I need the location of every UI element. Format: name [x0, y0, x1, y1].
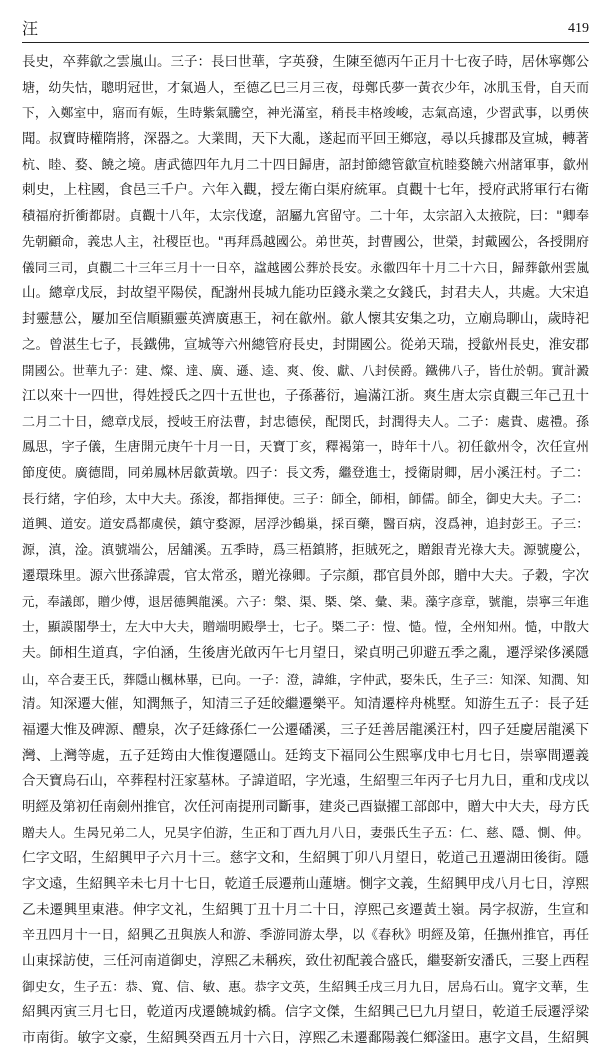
text-line: 杭、睦、婺、饒之境。唐武德四年九月二十四日歸唐，詔封節總管歙宣杭睦婺饒六州諸軍事，歙州 — [22, 157, 589, 173]
text-line: 源，滇，淦。滇號端公，居舖溪。五季時，爲三梧鎮將，拒賊死之，贈銀青光祿大夫。源號慶公， — [22, 543, 589, 559]
text-line: 鳳思，字子儀，生唐開元庚午十月一日，天寶丁亥，釋褐第一，時年十八。初任歙州令，次任宣州 — [22, 440, 589, 456]
text-line: 字文遠，生紹興辛未七月十七日，乾道壬辰遷荊山蓮塘。惻字文義，生紹興甲戌八月七日，淳熙 — [22, 876, 589, 892]
text-line: 贈夫人。生昺兄弟二人，兄昊字伯游，生正和丁酉九月八日，妻張氏生子五：仁、慈、隱、惻、伸。 — [22, 825, 589, 841]
text-line: 山東採訪使，三任河南道御史，淳熙乙未稱疾，致仕初配義合盛氏，繼娶新安潘氏，三娶上西程 — [22, 953, 589, 970]
text-line: 開國公。世華九子：建、燦、達、廣、遜、逵、爽、俊、獻、八封侯爵。鐵佛八子，皆仕於朝。實計澱 — [22, 363, 589, 379]
text-line: 長行緒，字伯珍，太中大夫。孫浚，都指揮使。三子：師全，師相，師儒。師全，御史大夫。子二： — [22, 491, 589, 507]
text-line: 遷環珠里。源六世孫諱震，官太常丞，贈光祿卿。子宗顏，郡官員外郎，贈中大夫。子穀，字次 — [22, 567, 589, 584]
text-line: 二月二十日，總章戊辰，授岐王府法曹，封忠德侯，配閔氏，封潤得夫人。二子：處貴、處禮。孫 — [22, 414, 589, 430]
text-line: 清。知深遷大催，知潤無子，知清三子廷皎繼遷樂平。知清遷梓舟桃墅。知游生五子：長子廷 — [22, 696, 589, 713]
text-line: 刺史，上柱國，食邑三千户。六年入觀，授左衛白渠府統軍。貞觀十七年，授府武將軍行右衛 — [22, 182, 589, 199]
text-line: 明經及第初任南劍州推官，次任河南提刑司斷事，建炎己酉嶽擢工部郎中，贈大中大夫，母方氏 — [22, 798, 589, 815]
text-line: 封靈慧公，屢加至信順顯靈英濟廣惠王，祠在歙州。歙人懷其安集之功，立廟烏聊山，歲時祀 — [22, 310, 589, 327]
text-line: 儀同三司，貞觀二十三年三月十一日卒，諡越國公葬於長安。永徽四年十月二十六日，歸葬歙州雲嵐 — [22, 260, 589, 276]
text-line: 元，奉議郎，贈少傅，退居德興龍溪。六子：槃、渠、槩、棨、彙、棐。藻字彦章，號龍，崇寧三年進 — [22, 594, 589, 610]
text-line: 山，卒合妻王氏，葬隱山楓林畢，已向。一子：澄，諱維，字仲武，娶朱氏，生子三：知深、知潤、知 — [22, 671, 589, 687]
page-header — [22, 14, 589, 38]
text-line: 江以來十一四世，得姓授氏之四十五世也，子孫蕃衍，遍滿江浙。爽生唐太宗貞觀三年己丑十 — [22, 387, 589, 404]
text-line: 下，入鄭室中，寤而有娠，生時紫氣騰空，神光滿室，稍長丰格竣峻，志氣高遠，少習武事，以勇俠 — [22, 106, 589, 122]
text-line: 長史，卒葬歙之雲嵐山。三子：長曰世華，字英發，生陳至德丙午正月十七夜子時，居休寧鄭公 — [22, 54, 589, 70]
body-text — [22, 50, 589, 1052]
text-line: 福遷大惟及碑源、醴泉，次子廷緣孫仁一公遷磻溪，三子廷善居龍溪汪村，四子廷慶居龍溪下 — [22, 721, 589, 738]
text-line: 節度使。廣德間，同弟鳳林居歙黃墩。四子：長文秀，繼登進士，授衛尉卿，居小溪汪村。子二： — [22, 466, 589, 481]
text-line: 積福府折衝都尉。貞觀十八年，太宗伐遼，詔屬九宮留守。二十年，太宗詔入太掖院，曰："卿奉 — [22, 209, 589, 225]
page-number: 419 — [568, 21, 589, 36]
header-title: 汪 — [22, 19, 39, 38]
text-line: 聞。叔寶時權隋將，深器之。大業間，天下大亂，遂起而平回王鄉寇，尋以兵據郡及宣城，轉著 — [22, 131, 589, 148]
text-line: 夫。師相生道真，字伯涵，生後唐光啟丙午七月望日，梁貞明己卯避五季之亂，遷浮梁侈溪隱 — [22, 644, 589, 661]
text-line: 紹興丙寅三月七日，乾道丙戌遷饒城釣橋。信字文傑，生紹興己巳九月望日，乾道壬辰遷浮梁 — [22, 1004, 589, 1021]
text-line: 先朝顧命，義忠人主，社稷臣也。"再拜爲越國公。弟世英，封曹國公，世榮，封戴國公，各授開府 — [22, 234, 589, 250]
text-line: 合天寶烏石山，卒葬程村汪家墓林。子諱道昭，字光遠，生紹聖三年丙子七月九日，重和戊戌以 — [22, 773, 589, 790]
text-line: 辛丑四月十一日，紹興乙丑與族人和游、季游同游太學，以《春秋》明經及第，任撫州推官，再任 — [22, 928, 589, 944]
text-line: 士，顯謨閣學士，左大中大夫，贈端明殿學士，七子。槩二子：愷、慥。愷，全州知州。慥，中散大 — [22, 620, 589, 636]
text-line: 仁字文昭，生紹興甲子六月十三。慈字文和，生紹興丁卯八月望日，乾道己丑遷湖田後街。隱 — [22, 850, 589, 867]
text-line: 灣、上灣等處，五子廷筠由大惟復遷隱山。廷筠支下福同公生熙寧戊申七月七日，崇寧間遷義 — [22, 747, 589, 764]
text-line: 之。曾湛生七子，長鐵佛，宣城等六州總管府長史，封開國公。從弟天瑞，授歙州長史，淮安郡 — [22, 336, 589, 353]
text-line: 塘，幼失怙，聰明冠世，才氣過人，至德乙巳三月三夜，母鄭氏夢一黃衣少年，冰肌玉骨，自天而 — [22, 80, 589, 96]
text-line: 市南街。敏字文豪，生紹興癸酉五月十六日，淳熙乙未遷鄱陽義仁鄉滏田。惠字文昌，生紹興 — [22, 1030, 589, 1047]
header-rule — [22, 42, 589, 43]
text-line: 御史女，生子五：恭、寬、信、敏、惠。恭字文英，生紹興壬戌三月九日，居烏石山。寬字文華，生 — [22, 979, 589, 995]
text-line: 道興、道安。道安爲都虞侯，鎮守婺源，居浮沙鶴巢，採百藥，醫百病，沒爲神，追封彭王。子三： — [22, 517, 589, 533]
text-line: 山。總章戊辰，封故望平陽侯，配謝州長城九能功臣錢永業之女錢氏，封君夫人，共處。大宋追 — [22, 285, 589, 302]
text-line: 乙未遷興里東港。伸字文礼，生紹興丁丑十月二十日，淳熙己亥遷黃土嶺。昺字叔游，生宣和 — [22, 901, 589, 918]
